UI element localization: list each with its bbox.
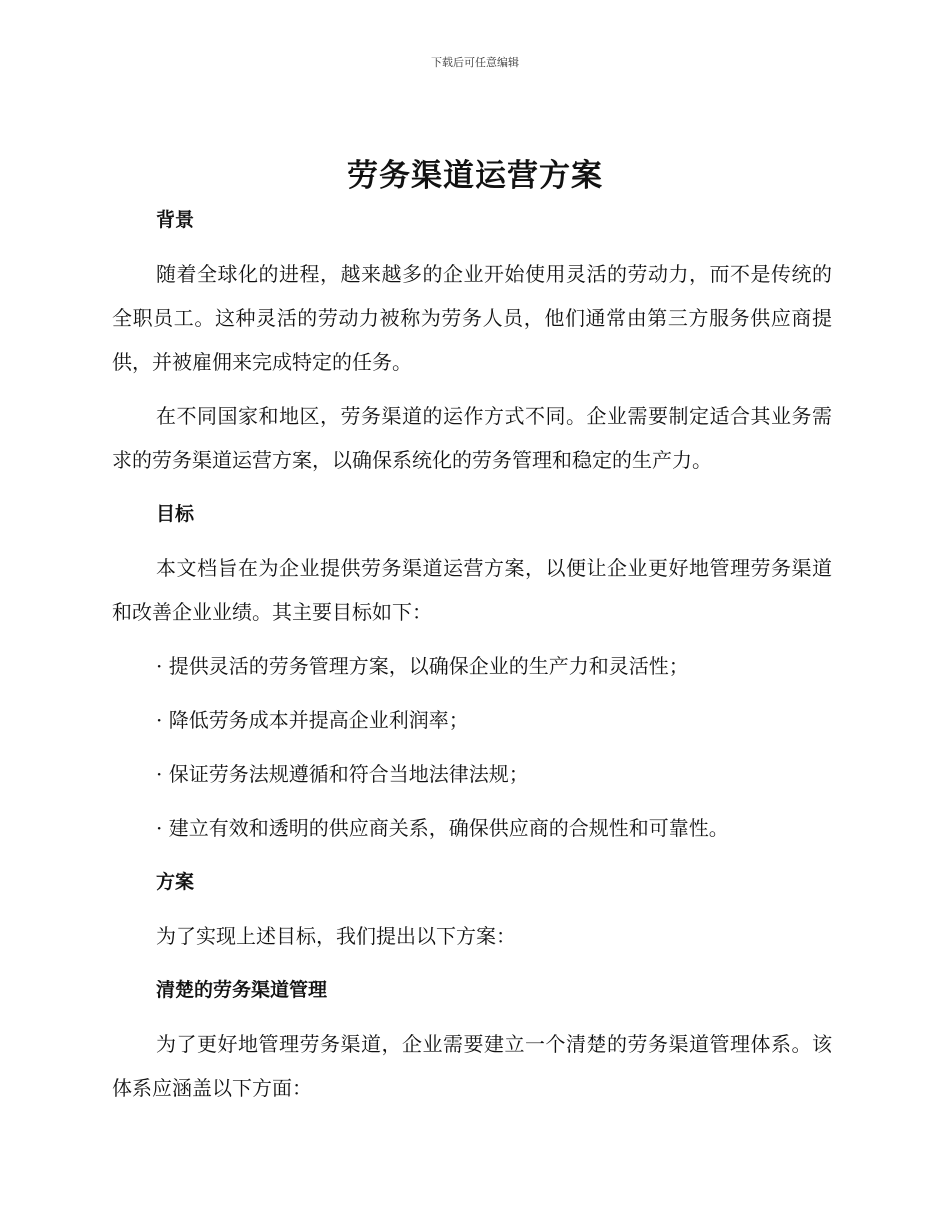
bullet-item: · 提供灵活的劳务管理方案，以确保企业的生产力和灵活性； (156, 654, 689, 678)
paragraph: 为了更好地管理劳务渠道，企业需要建立一个清楚的劳务渠道管理体系。该体系应涵盖以下方面： (112, 1032, 832, 1100)
paragraph: 本文档旨在为企业提供劳务渠道运营方案，以便让企业更好地管理劳务渠道和改善企业业绩。其主要目标如下： (112, 556, 832, 624)
document-body (112, 198, 832, 1110)
document-title: 劳务渠道运营方案 (347, 158, 603, 194)
section-heading-plan: 方案 (156, 871, 195, 893)
paragraph: 随着全球化的进程，越来越多的企业开始使用灵活的劳动力，而不是传统的全职员工。这种灵活的劳动力被称为劳务人员，他们通常由第三方服务供应商提供，并被雇佣来完成特定的任务。 (112, 262, 832, 374)
paragraph: 为了实现上述目标，我们提出以下方案： (156, 924, 516, 948)
bullet-item: · 降低劳务成本并提高企业利润率； (156, 708, 469, 732)
bullet-item: · 建立有效和透明的供应商关系，确保供应商的合规性和可靠性。 (156, 816, 729, 840)
section-heading-goals: 目标 (156, 503, 195, 525)
section-heading-background: 背景 (156, 209, 195, 231)
bullet-item: · 保证劳务法规遵循和符合当地法律法规； (156, 762, 529, 786)
subsection-heading: 清楚的劳务渠道管理 (156, 979, 328, 1001)
paragraph: 在不同国家和地区，劳务渠道的运作方式不同。企业需要制定适合其业务需求的劳务渠道运营方案，以确保系统化的劳务管理和稳定的生产力。 (112, 404, 832, 472)
page-header: 下载后可任意编辑 (431, 56, 519, 69)
